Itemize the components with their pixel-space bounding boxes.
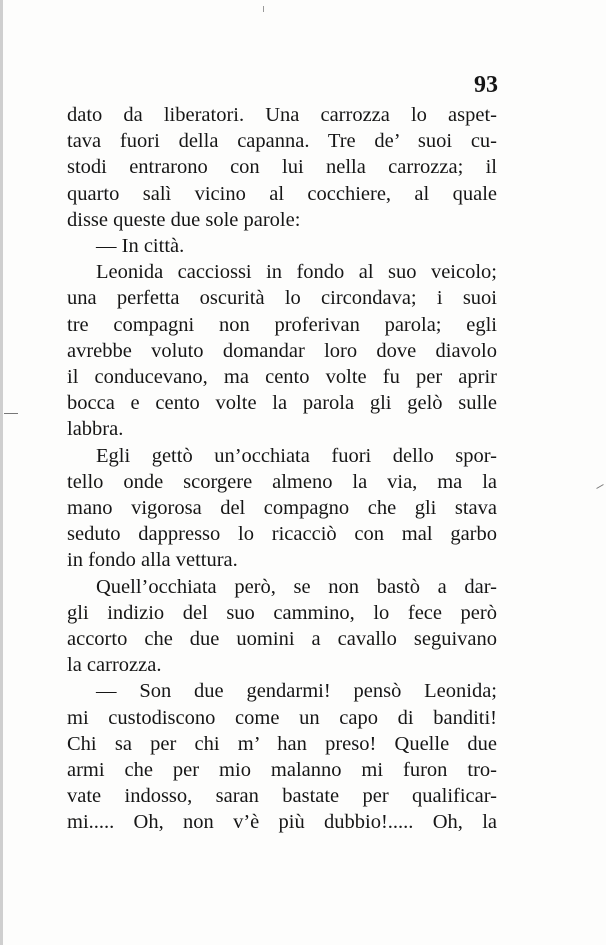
text-line: — Son due gendarmi! pensò Leonida;	[96, 680, 497, 703]
margin-mark-top	[263, 6, 264, 12]
margin-mark-right	[596, 484, 603, 489]
body-text	[67, 102, 497, 836]
text-line: Chi sa per chi m’ han preso! Quelle due	[67, 732, 497, 755]
text-line: stodi entrarono con lui nella carrozza; il	[67, 156, 497, 179]
text-line: seduto dappresso lo ricacciò con mal garbo	[67, 523, 497, 546]
text-line: Quell’occhiata però, se non bastò a dar-	[96, 575, 497, 598]
text-line: tre compagni non proferivan parola; egli	[67, 313, 497, 336]
text-line: avrebbe voluto domandar loro dove diavolo	[67, 339, 497, 362]
text-line: quarto salì vicino al cocchiere, al quale	[67, 182, 497, 205]
text-line: accorto che due uomini a cavallo seguivano	[67, 628, 497, 651]
text-line: armi che per mio malanno mi furon tro-	[67, 759, 497, 782]
text-line: mi..... Oh, non v’è più dubbio!..... Oh, la	[67, 811, 497, 834]
text-line: mano vigorosa del compagno che gli stava	[67, 497, 497, 520]
text-line: tello onde scorgere almeno la via, ma la	[67, 470, 497, 493]
page-number: 93	[474, 72, 498, 98]
text-line: vate indosso, saran bastate per qualificar-	[67, 785, 497, 808]
text-line: dato da liberatori. Una carrozza lo aspet-	[67, 104, 497, 126]
text-line: una perfetta oscurità lo circondava; i suoi	[67, 287, 497, 310]
text-line: Leonida cacciossi in fondo al suo veicolo;	[96, 261, 497, 284]
text-line: in fondo alla vettura.	[67, 549, 238, 572]
text-line: labbra.	[67, 418, 124, 441]
text-line: Egli gettò un’occhiata fuori dello spor-	[96, 444, 497, 467]
text-line: disse queste due sole parole:	[67, 208, 301, 231]
text-line: la carrozza.	[67, 654, 162, 677]
text-line: — In città.	[96, 235, 185, 258]
text-line: mi custodiscono come un capo di banditi!	[67, 706, 497, 729]
text-line: tava fuori della capanna. Tre de’ suoi cu-	[67, 130, 497, 153]
text-line: gli indizio del suo cammino, lo fece però	[67, 601, 497, 624]
page-binding-edge	[0, 0, 3, 945]
margin-mark-left	[4, 413, 18, 414]
text-line: il conducevano, ma cento volte fu per aprir	[67, 366, 497, 389]
text-line: bocca e cento volte la parola gli gelò sulle	[67, 392, 497, 415]
